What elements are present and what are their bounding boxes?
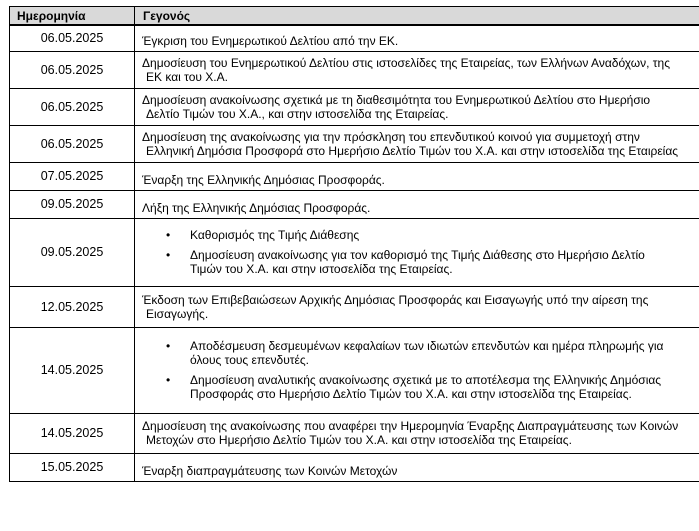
table-row bbox=[10, 286, 699, 327]
bullet-dot-icon: • bbox=[166, 339, 171, 353]
event-text-line: Δελτίο Τιμών του Χ.Α., και στην ιστοσελίδα της Εταιρείας. bbox=[146, 106, 449, 121]
table-row bbox=[10, 190, 699, 218]
table-row bbox=[10, 413, 699, 453]
event-date: 06.05.2025 bbox=[10, 51, 135, 88]
bullet-item bbox=[142, 248, 699, 276]
bullet-text-line: Δημοσίευση ανακοίνωσης για τον καθορισμό της Τιμής Διάθεσης στο Ημερήσιο Δελτίο bbox=[190, 248, 645, 262]
event-text-line: Έναρξη της Ελληνικής Δημόσιας Προσφοράς. bbox=[142, 172, 385, 187]
event-description bbox=[135, 327, 699, 413]
bullet-dot-icon: • bbox=[166, 373, 171, 387]
bullet-text-line: Δημοσίευση αναλυτικής ανακοίνωσης σχετικά με το αποτέλεσμα της Ελληνικής Δημόσιας bbox=[190, 373, 662, 387]
event-description bbox=[135, 190, 699, 218]
event-date: 06.05.2025 bbox=[10, 125, 135, 162]
event-description bbox=[135, 413, 699, 453]
event-date: 14.05.2025 bbox=[10, 413, 135, 453]
date-column-header: Ημερομηνία bbox=[10, 7, 135, 26]
table-row bbox=[10, 162, 699, 190]
bullet-item bbox=[142, 339, 699, 367]
event-text-line: Μετοχών στο Ημερήσιο Δελτίο Τιμών του Χ.Α. και στην ιστοσελίδα της Εταιρείας. bbox=[146, 433, 572, 447]
bullet-text-line: όλους τους επενδυτές. bbox=[190, 353, 309, 367]
bullet-list bbox=[142, 228, 699, 276]
event-text-line: Ελληνική Δημόσια Προσφορά στο Ημερήσιο Δελτίο Τιμών του Χ.Α. και στην ιστοσελίδα της Εταιρείας bbox=[146, 143, 679, 158]
bullet-text-line: Τιμών του Χ.Α. και στην ιστοσελίδα της Εταιρείας. bbox=[190, 262, 453, 276]
event-date: 06.05.2025 bbox=[10, 88, 135, 125]
table-row bbox=[10, 218, 699, 286]
event-text-line: Εισαγωγής. bbox=[146, 306, 209, 321]
event-text-line: Δημοσίευση του Ενημερωτικού Δελτίου στις ιστοσελίδες της Εταιρείας, των Ελλήνων Αναδόχων, της bbox=[142, 55, 671, 70]
event-column-header: Γεγονός bbox=[135, 7, 699, 26]
event-date: 14.05.2025 bbox=[10, 327, 135, 413]
event-description bbox=[135, 88, 699, 125]
bullet-text-line: Προσφοράς στο Ημερήσιο Δελτίο Τιμών του Χ.Α. και στην ιστοσελίδα της Εταιρείας. bbox=[190, 387, 632, 401]
bullet-item bbox=[142, 373, 699, 401]
event-description bbox=[135, 218, 699, 286]
bullet-dot-icon: • bbox=[166, 248, 171, 262]
event-date: 12.05.2025 bbox=[10, 286, 135, 327]
event-text-line: Λήξη της Ελληνικής Δημόσιας Προσφοράς. bbox=[142, 200, 371, 215]
event-description bbox=[135, 162, 699, 190]
table-row bbox=[10, 453, 699, 481]
bullet-item bbox=[142, 228, 699, 242]
event-text-line: ΕΚ και του Χ.Α. bbox=[146, 69, 228, 84]
event-description bbox=[135, 125, 699, 162]
bullet-dot-icon: • bbox=[166, 228, 171, 242]
event-description bbox=[135, 453, 699, 481]
event-date: 09.05.2025 bbox=[10, 190, 135, 218]
event-description bbox=[135, 51, 699, 88]
event-date: 07.05.2025 bbox=[10, 162, 135, 190]
table-row bbox=[10, 51, 699, 88]
event-text-line: Δημοσίευση της ανακοίνωσης που αναφέρει την Ημερομηνία Έναρξης Διαπραγμάτευσης των Κοινών bbox=[142, 419, 679, 433]
event-text-line: Δημοσίευση ανακοίνωσης σχετικά με τη διαθεσιμότητα του Ενημερωτικού Δελτίου στο Ημερήσιο bbox=[142, 92, 651, 107]
table-row bbox=[10, 327, 699, 413]
event-date: 06.05.2025 bbox=[10, 25, 135, 51]
bullet-text-line: Καθορισμός της Τιμής Διάθεσης bbox=[190, 228, 360, 242]
event-text-line: Έκδοση των Επιβεβαιώσεων Αρχικής Δημόσιας Προσφοράς και Εισαγωγής υπό την αίρεση της bbox=[142, 292, 649, 307]
event-text-line: Έγκριση του Ενημερωτικού Δελτίου από την ΕΚ. bbox=[142, 33, 399, 48]
table-row bbox=[10, 88, 699, 125]
event-description bbox=[135, 286, 699, 327]
event-description bbox=[135, 25, 699, 51]
timetable bbox=[9, 6, 699, 482]
bullet-text-line: Αποδέσμευση δεσμευμένων κεφαλαίων των ιδιωτών επενδυτών και ημέρα πληρωμής για bbox=[190, 339, 664, 353]
event-text-line: Έναρξη διαπραγμάτευσης των Κοινών Μετοχών bbox=[142, 463, 398, 478]
table-row bbox=[10, 25, 699, 51]
event-date: 15.05.2025 bbox=[10, 453, 135, 481]
timetable-body bbox=[10, 25, 699, 481]
bullet-list bbox=[142, 339, 699, 401]
table-row bbox=[10, 125, 699, 162]
event-text-line: Δημοσίευση της ανακοίνωσης για την πρόσκληση του επενδυτικού κοινού για συμμετοχή στην bbox=[142, 129, 640, 144]
event-date: 09.05.2025 bbox=[10, 218, 135, 286]
header-row bbox=[10, 7, 699, 26]
